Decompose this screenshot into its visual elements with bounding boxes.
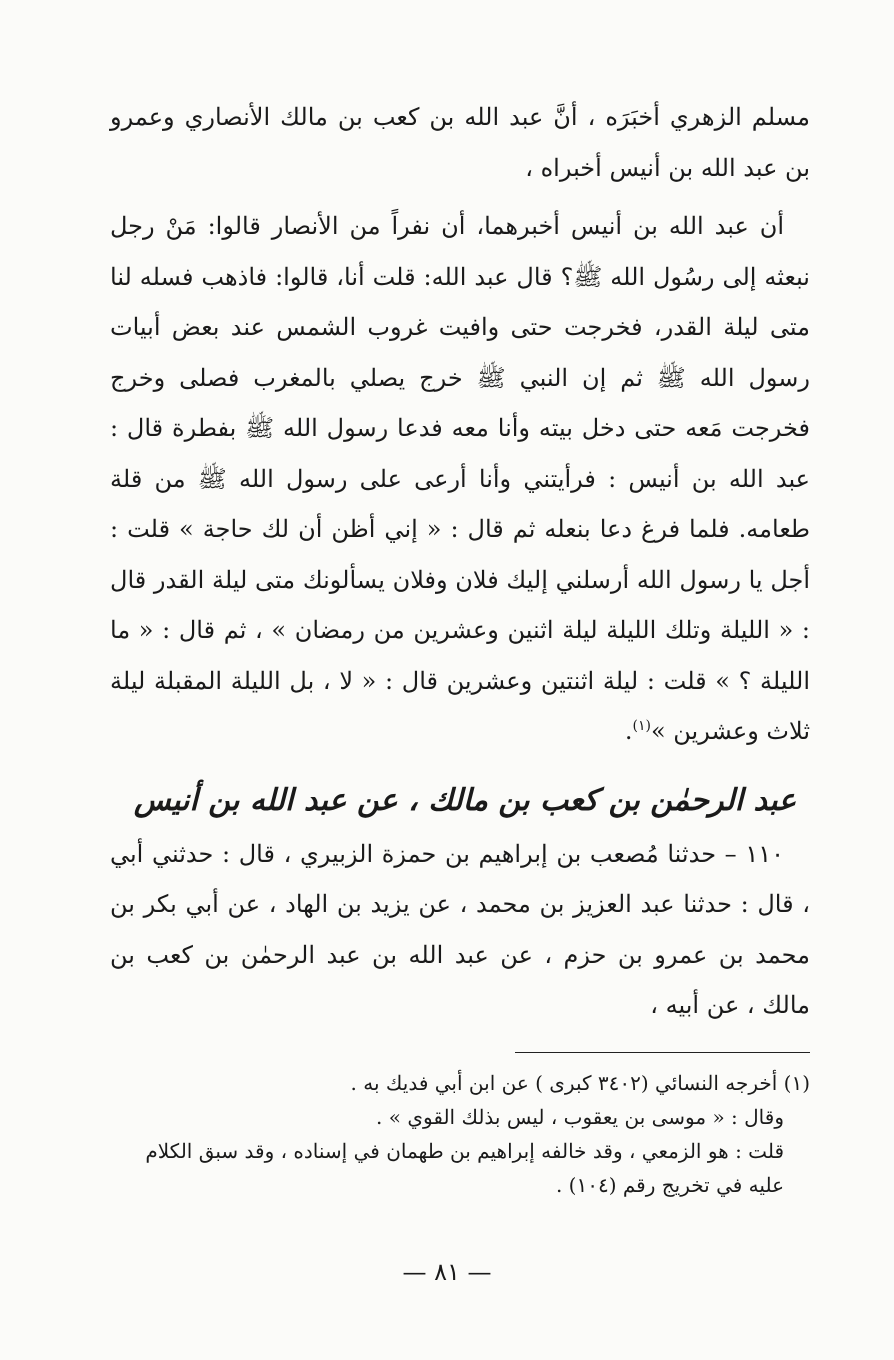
paragraph-hadith-text [110,201,810,757]
hadith-text-body: أن عبد الله بن أنيس أخبرهما، أن نفراً من الأنصار قالوا: مَنْ رجل نبعثه إلى رسُول الله ﷺ؟ قال عبد الله: قلت أنا، قالوا: فاذهب فسله لنا متى ليلة القدر، فخرجت حتى وافيت غروب الشمس عند بعض أبيات رسول الله ﷺ ثم إن النبي ﷺ خرج يصلي بالمغرب فصلى وخرج فخرجت مَعه حتى دخل بيته وأنا معه فدعا رسول الله ﷺ بفطرة قال : عبد الله بن أنيس : فرأيتني وأنا أرعى على رسول الله ﷺ من قلة طعامه. فلما فرغ دعا بنعله ثم قال : « إني أظن أن لك حاجة » قلت : أجل يا رسول الله أرسلني إليك فلان وفلان يسألونك متى ليلة القدر قال : « الليلة وتلك الليلة ليلة اثنين وعشرين من رمضان » ، ثم قال : « ما الليلة ؟ » قلت : ليلة اثنتين وعشرين قال : « لا ، بل الليلة المقبلة ليلة ثلاث وعشرين » [110,212,811,745]
footnote-divider [515,1052,810,1053]
footnotes [110,1066,810,1202]
hadith-text-end: . [624,717,633,745]
footnote-1: (١) أخرجه النسائي (٣٤٠٢ كبرى ) عن ابن أبي فديك به . [350,1071,810,1095]
footnote-ref: (١) [632,718,651,734]
main-text [110,92,810,1031]
section-heading: عبد الرحمٰن بن كعب بن مالك ، عن عبد الله بن أنيس [133,782,797,818]
footnote-1-line-3: قلت : هو الزمعي ، وقد خالفه إبراهيم بن طهمان في إسناده ، وقد سبق الكلام عليه في تخريج رقم (١٠٤) . [145,1139,784,1197]
footnote-1-line-2: وقال : « موسى بن يعقوب ، ليس بذلك القوي » . [376,1105,784,1129]
paragraph-hadith-110: ١١٠ – حدثنا مُصعب بن إبراهيم بن حمزة الزبيري ، قال : حدثني أبي ، قال : حدثنا عبد العزيز بن محمد ، عن يزيد بن الهاد ، عن أبي بكر بن محمد بن عمرو بن حزم ، عن عبد الله بن عبد الرحمٰن بن كعب بن مالك ، عن أبيه ، [110,839,810,1019]
page-number: — ٨١ — [402,1258,492,1286]
paragraph-isnad: مسلم الزهري أخبَرَه ، أنَّ عبد الله بن كعب بن مالك الأنصاري وعمرو بن عبد الله بن أنيس أخبراه ، [110,103,810,182]
